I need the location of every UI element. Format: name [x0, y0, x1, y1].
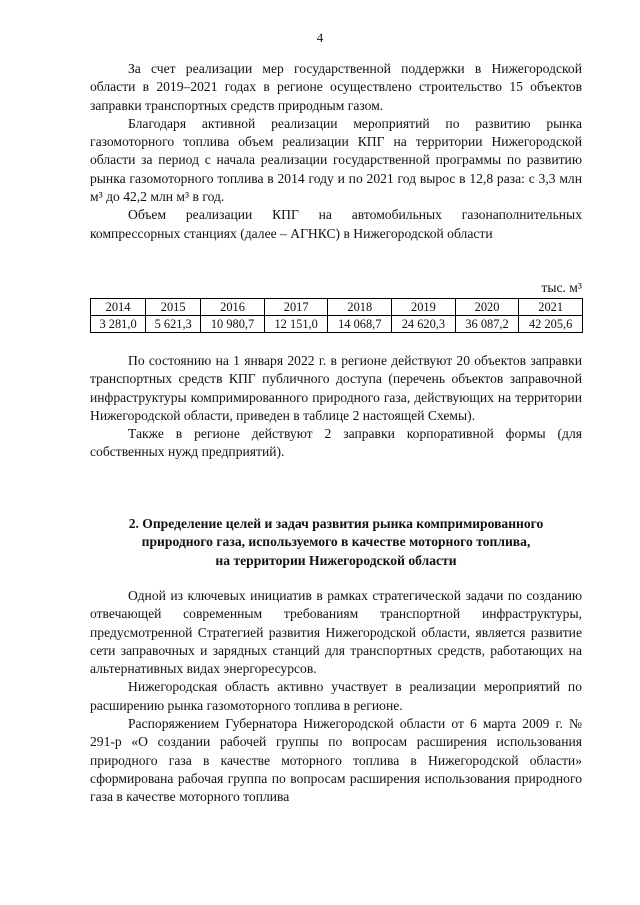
table-cell: 12 151,0 [264, 316, 328, 333]
table-cell: 24 620,3 [392, 316, 456, 333]
table-cell: 14 068,7 [328, 316, 392, 333]
table-cell: 2020 [455, 299, 519, 316]
paragraph: По состоянию на 1 января 2022 г. в регионе действуют 20 объектов заправки транспортных средств КПГ публичного доступа (перечень объектов заправочной инфраструктуры компримированного природного газа, действующих на территории Нижегородской области, приведен в таблице 2 настоящей Схемы). [90, 353, 582, 423]
section-text [90, 587, 582, 807]
table-row-years [91, 299, 583, 316]
table-row-values [91, 316, 583, 333]
paragraph: За счет реализации мер государственной поддержки в Нижегородской области в 2019–2021 годах в регионе осуществлено строительство 15 объектов заправки транспортных средств природным газом. [90, 61, 582, 113]
heading-line: 2. Определение целей и задач развития рынка компримированного [128, 516, 544, 531]
table-cell: 2019 [392, 299, 456, 316]
table-cell: 2017 [264, 299, 328, 316]
paragraph: Также в регионе действуют 2 заправки корпоративной формы (для собственных нужд предприятий). [90, 426, 582, 460]
table-cell: 42 205,6 [519, 316, 583, 333]
paragraph: Нижегородская область активно участвует в реализации мероприятий по расширению рынка газомоторного топлива в регионе. [90, 679, 582, 713]
table-cell: 2018 [328, 299, 392, 316]
paragraph: Объем реализации КПГ на автомобильных газонаполнительных компрессорных станциях (далее – АГНКС) в Нижегородской области [90, 207, 582, 241]
paragraph: Одной из ключевых инициатив в рамках стратегической задачи по созданию отвечающей современным требованиям транспортной инфраструктуры, предусмотренной Стратегией развития Нижегородской области, является развитие сети заправочных и зарядных станций для транспортных средств, работающих на альтернативных видах энергоресурсов. [90, 588, 582, 677]
paragraph: Распоряжением Губернатора Нижегородской области от 6 марта 2009 г. № 291-р «О создании рабочей группы по вопросам расширения использования природного газа в качестве моторного топлива в Нижегородской области» сформирована рабочая группа по вопросам расширения использования природного газа в качестве моторного топлива [90, 716, 582, 805]
heading-line: природного газа, используемого в качестве моторного топлива, [141, 534, 531, 550]
table-unit: тыс. м³ [541, 280, 582, 295]
table-cell: 2021 [519, 299, 583, 316]
section-heading [90, 515, 582, 570]
paragraph: Благодаря активной реализации мероприятий по развитию рынка газомоторного топлива объем реализации КПГ на территории Нижегородской области за период с начала реализации государственной программы по развитию рынка газомоторного топлива в 2014 году и по 2021 год вырос в 12,8 раза: с 3,3 млн м³ до 42,2 млн м³ в год. [90, 115, 582, 205]
table-cell: 5 621,3 [146, 316, 201, 333]
table-cell: 2014 [91, 299, 146, 316]
table-cell: 2015 [146, 299, 201, 316]
page-number: 4 [316, 30, 324, 45]
status-text [90, 352, 582, 462]
table-cell: 10 980,7 [201, 316, 265, 333]
table-cell: 36 087,2 [455, 316, 519, 333]
intro-text [90, 60, 582, 243]
table-cell: 2016 [201, 299, 265, 316]
cng-volume-table [90, 298, 583, 333]
heading-line: на территории Нижегородской области [215, 552, 457, 568]
table-cell: 3 281,0 [91, 316, 146, 333]
